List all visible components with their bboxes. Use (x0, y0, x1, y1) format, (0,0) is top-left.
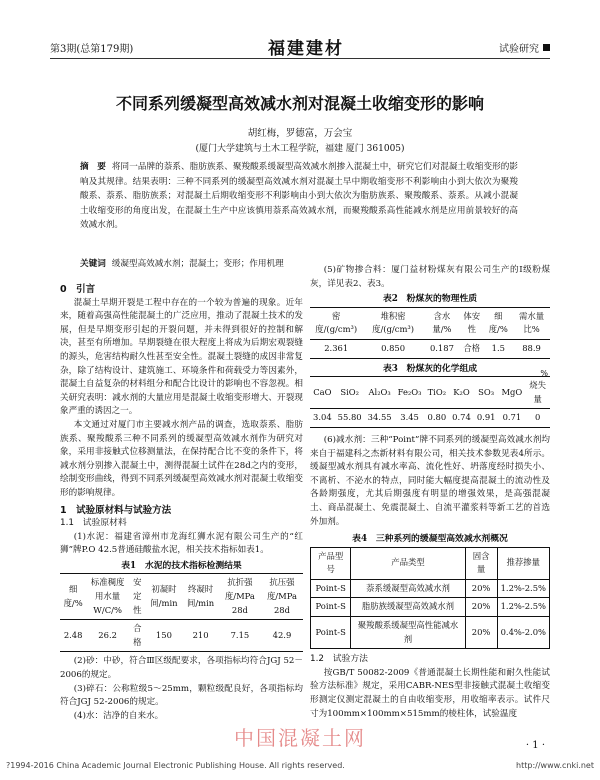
table4-header: 产品型号 (311, 547, 351, 579)
issue-info: 第3期(总第179期) (50, 44, 134, 55)
table4-caption: 表4 三种系列的缓凝型高效减水剂概况 (352, 534, 508, 545)
table1-cell: 210 (192, 630, 209, 641)
material-admixture: (6)减水剂：三种“Point”牌不同系列的缓凝型高效减水剂均来自于福建科之杰新材料有限公司，相关技术参数见表4所示。缓凝型减水剂具有减水率高、流化性好、坍落度经时损失小、不离析、不泌水的特点，同时能大幅度提高混凝土的流动性及各龄期强度，尤其后期强度有明显的增强效果，是高强混凝土、商品混凝土、免震混凝土、自流平灌浆料等新工艺的首选外加剂。 (310, 434, 550, 527)
table3-header: SiO₂ (340, 386, 359, 397)
abstract (80, 160, 518, 233)
table1-cell: 合格 (133, 623, 142, 647)
material-sand: (2)砂：中砂，符合Ⅲ区级配要求，各项指标均符合JGJ 52－2006的规定。 (60, 656, 303, 681)
section-1-heading: 1 试验原材料与试验方法 (60, 504, 172, 516)
table2 (310, 307, 550, 359)
table4-cell: 1.2%-2.5% (497, 598, 549, 617)
page-number: · 1 · (525, 740, 545, 751)
material-flyash: (5)矿物掺合料：厦门益材粉煤灰有限公司生产的Ⅰ级粉煤灰，详见表2、表3。 (310, 265, 550, 289)
table-row (311, 617, 550, 649)
table3-cell: 0.80 (427, 412, 447, 423)
material-gravel: (3)碎石：公称粒级5～25mm，颗粒级配良好，各项指标均符合JGJ 52-2006的规定。 (60, 683, 303, 708)
table4-cell: 聚羧酸系缓凝型高性能减水剂 (351, 617, 465, 649)
table1-cell: 2.48 (63, 630, 83, 641)
table1-header: 细度/% (63, 584, 83, 608)
table3-cell: 34.55 (367, 412, 392, 423)
table1-cell: 150 (155, 630, 172, 641)
table1-header: 抗折强度/MPa 28d (224, 577, 255, 615)
material-cement: (1)水泥：福建省漳州市龙海红狮水泥有限公司生产的“红狮”牌P.O 42.5普通硅酸盐水泥，相关技术指标如表1。 (60, 531, 303, 556)
table3-cell: 0.71 (502, 412, 522, 423)
article-authors: 胡红梅，罗德富，万会宝 (247, 128, 353, 139)
section-name: 试验研究 (499, 44, 539, 55)
table2-header: 体安性 (463, 310, 481, 335)
table3 (310, 376, 550, 428)
keywords-text: 缓凝型高效减水剂；混凝土；变形；作用机理 (111, 259, 284, 269)
table1-cell: 42.9 (272, 630, 292, 641)
table4-cell: 20% (465, 598, 497, 617)
article-affiliation: (厦门大学建筑与土木工程学院，福建 厦门 361005) (195, 144, 405, 154)
article-title: 不同系列缓凝型高效减水剂对混凝土收缩变形的影响 (115, 94, 484, 113)
table3-header: Al₂O₃ (368, 386, 391, 397)
table4-cell: Point-S (311, 598, 351, 617)
table2-header: 含水量/% (432, 310, 452, 335)
table1-caption: 表1 水泥的技术指标检测结果 (121, 560, 242, 571)
table3-cell: 3.45 (400, 412, 419, 423)
table2-cell: 88.9 (522, 342, 541, 353)
table3-header: Fe₂O₃ (397, 386, 422, 397)
table4-cell: 脂肪族缓凝型高效减水剂 (351, 598, 465, 617)
table3-cell: 0 (534, 412, 541, 423)
footer-link[interactable]: http://www.cnki.net (516, 761, 594, 770)
section-label (499, 40, 550, 55)
intro-paragraph-2: 本文通过对厦门市主要减水剂产品的调查，选取萘系、脂肪族系、聚羧酸系三种不同系列的缓凝型高效减水剂作为研究对象，采用非接触式位移测量法，在保持配合比不变的条件下，将减水剂分别掺入混凝土中，测得混凝土试件在28d之内的变形，绘制变形曲线，得到不同系列缓凝型高效减水剂对混凝土收缩变形的影响规律。 (60, 419, 303, 498)
table1-header: 抗压强度/MPa 28d (266, 577, 297, 615)
method-paragraph: 按GB/T 50082-2009《普通混凝土长期性能和耐久性能试验方法标准》规定，采用CABR-NES型非接触式混凝土收缩变形测定仪测定混凝土的自由收缩变形，用收缩率表示。试件尺寸为100mm×100mm×515mm的棱柱体，试验温度 (310, 667, 550, 719)
table3-header: TiO₂ (427, 386, 447, 397)
square-marker-icon (543, 44, 550, 51)
table3-unit: % (540, 368, 548, 378)
table3-header: 烧失量 (529, 380, 547, 404)
table4-header: 固含量 (465, 547, 497, 579)
table-row (311, 579, 550, 598)
journal-logo: 福建建材 (268, 39, 344, 59)
section-1-1-heading: 1.1 试验原材料 (60, 518, 127, 529)
table1-cell: 7.15 (230, 630, 250, 641)
table2-header: 需水量比% (518, 310, 545, 335)
abstract-text: 将同一品牌的萘系、脂肪族系、聚羧酸系缓凝型高效减水剂掺入混凝土中，研究它们对混凝土收缩变形的影响及其规律。结果表明：三种不同系列的缓凝型高效减水剂对混凝土早中期收缩变形不利影响由小到大依次为聚羧酸系、萘系、脂肪族系；对混凝土后期收缩变形不利影响由小到大依次为脂肪族系、聚羧酸系、萘系。从减小混凝土收缩变形的角度出发，在混凝土生产中应该慎用萘系高效减水剂，而聚羧酸系高性能减水剂是应用前景较好的高效减水剂。 (80, 162, 518, 230)
table1-header: 初凝时间/min (150, 584, 178, 608)
table3-cell: 0.91 (476, 412, 496, 423)
table2-header: 细度/% (488, 310, 508, 335)
table3-cell: 0.74 (452, 412, 471, 423)
table-row (310, 339, 550, 358)
table-row (310, 409, 550, 428)
table4-cell: Point-S (311, 579, 351, 598)
table1 (60, 573, 303, 652)
table1-header: 安定性 (133, 577, 142, 615)
table2-cell: 0.187 (429, 342, 454, 353)
table4-cell: 萘系缓凝型高效减水剂 (351, 579, 465, 598)
table4-cell: 20% (465, 617, 497, 649)
table-row (311, 598, 550, 617)
table4-header: 推荐掺量 (497, 547, 549, 579)
table4 (310, 547, 550, 650)
table3-caption-row (310, 363, 550, 377)
intro-paragraph-1: 混凝土早期开裂是工程中存在的一个较为普遍的现象。近年来，随着高强高性能混凝土的广泛应用，推动了混凝土技术的发展，但是早期变形引起的开裂问题，并未得到很好的控制和解决，甚至有所增加。早期裂缝在很大程度上将成为后期宏观裂缝的源头，危害结构耐久性甚至安全性。混凝土裂缝的成因非常复杂，除了结构设计、建筑施工、环境条件和荷载受力等因素外，混凝土自益复杂的材料组分和配合比设计的影响也不容忽视。相关研究表明：减水剂的大量应用是混凝土收缩变形增大、开裂现象严重的诱因之一。 (60, 297, 303, 417)
table1-cell: 26.2 (98, 630, 117, 641)
table3-header: MgO (501, 386, 523, 397)
table2-header: 密度/(g/cm³) (315, 310, 358, 335)
copyright-notice: ?1994-2016 China Academic Journal Electronic Publishing House. All rights reserved. (6, 761, 345, 770)
header-rule (50, 58, 550, 59)
material-water: (4)水：洁净的自来水。 (73, 710, 164, 721)
table4-header: 产品类型 (351, 547, 465, 579)
table3-header: K₂O (453, 386, 470, 397)
keywords-label: 关键词 (80, 259, 106, 269)
table4-cell: 1.2%-2.5% (497, 579, 549, 598)
table3-cell: 3.04 (313, 412, 332, 423)
section-0-heading: 0 引言 (60, 284, 96, 295)
table1-header: 标准稠度用水量W/C/% (90, 577, 125, 615)
table2-cell: 1.5 (491, 342, 505, 353)
table2-header: 堆积密度/(g/cm³) (372, 310, 415, 335)
table4-cell: 20% (465, 579, 497, 598)
table-row (60, 620, 303, 652)
table3-header: SO₃ (478, 386, 495, 397)
right-column (310, 264, 550, 721)
abstract-label: 摘 要 (80, 162, 106, 172)
table3-cell: 55.80 (337, 412, 362, 423)
table3-header: CaO (313, 386, 332, 397)
watermark: 中国混凝土网 (234, 726, 366, 750)
table2-cell: 0.850 (381, 342, 406, 353)
table3-caption: 表3 粉煤灰的化学组成 (382, 363, 478, 374)
section-1-2-heading: 1.2 试验方法 (310, 654, 368, 665)
table1-header: 终凝时间/min (186, 584, 215, 608)
table4-cell: 0.4%-2.0% (497, 617, 549, 649)
table2-cell: 合格 (463, 342, 481, 353)
table4-cell: Point-S (311, 617, 351, 649)
left-column (60, 283, 303, 723)
table2-cell: 2.361 (324, 342, 349, 353)
table2-caption: 表2 粉煤灰的物理性质 (382, 294, 478, 305)
